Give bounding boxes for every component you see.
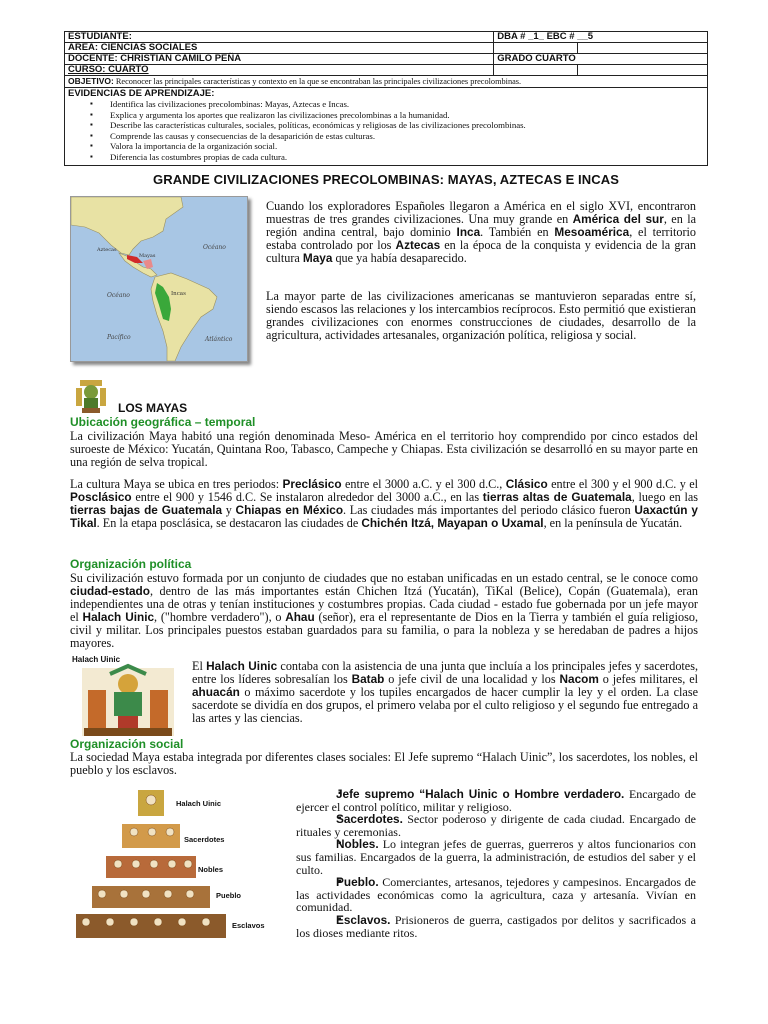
evidencia-item: ▪ Valora la importancia de la organización social. [90,141,704,152]
text-run: Su civilización estuvo formada por un conjunto de ciudades que no estaban unificadas en un estado central, se le conoce como [70,571,698,585]
bold-term: Chichén Itzá, Mayapan o Uxamal [361,516,544,530]
bold-term: Inca [456,225,481,239]
clase-desc: Comerciantes, artesanos, tejedores y campesinos. Encargados de las actividades económicas como la agricultura, caza y artesanía. Vivían en comunidad. [296,875,696,915]
text-run: o jefes militares, el [598,672,698,686]
bold-term: Clásico [505,477,548,491]
text-run: La cultura Maya se ubica en tres periodos: [70,477,283,491]
map-label-oceano-pac: Océano [107,292,130,299]
americas-map [70,196,248,362]
map-label-oceano-atl: Océano [203,244,226,251]
clase-item [296,838,696,876]
clase-name: Sacerdotes. [336,812,403,827]
clase-desc: Sector poderoso y dirigente de cada ciudad. Encargado de rituales y ceremonias. [296,812,696,839]
clase-name: Esclavos. [336,912,391,927]
politica-paragraph [70,572,698,650]
text-run: , ("hombre verdadero"), o [154,610,286,624]
text-run: , dentro de las más importantes están Chichen Itzá (Yucatán), TiKal (Belice), Copán (Guatemala), eran independientes una de otras y tenían instituciones y costumbres propias. Cada ciudad - estado fue gobernada por un jefe mayor el [70,584,698,624]
maya-glyph-icon [74,378,108,414]
map-label-mayas: Mayas [139,253,156,259]
map-label-incas: Incas [171,291,186,297]
bold-term: Mesoamérica [554,225,630,239]
pyramid-label-pueblo: Pueblo [216,891,242,900]
text-run: Cuando los exploradores Españoles llegaron a América en el siglo XVI, encontraron muestras de tres grandes civilizaciones. Una muy grande en [266,199,696,226]
evidencia-item: ▪ Identifica las civilizaciones precolombinas: Mayas, Aztecas e Incas. [90,99,704,110]
text-run: , el territorio estaba controlado por los [266,225,696,252]
text-run: en la época de la conquista y evidencia de la gran cultura [266,238,696,265]
clase-item [296,788,696,813]
evidencia-item: ▪ Comprende las causas y consecuencias de la desaparición de estas culturas. [90,131,704,142]
text-run: , en la península de Yucatán. [543,516,683,530]
bold-term: Uaxactún y Tikal [70,503,698,530]
intro-paragraph-1 [266,200,696,265]
evidencias-list [68,99,704,163]
map-label-atlantico: Atlántico [205,336,233,343]
bold-term: Halach Uinic [206,659,278,673]
student-label: ESTUDIANTE: [65,32,494,43]
objetivo-row: OBJETIVO: Reconocer las principales características y contexto en la que se encontraban las principales civilizaciones precolombinas. [65,76,708,88]
politica-heading: Organización política [70,557,192,571]
clase-desc: Encargado de ejercer el control político, militar y religioso. [296,787,696,814]
bold-term: Nacom [559,672,599,686]
bold-term: Maya [302,251,333,265]
los-mayas-heading: LOS MAYAS [118,401,188,415]
clase-name: Pueblo. [336,875,379,890]
bold-term: Chiapas en México [235,503,344,517]
clases-sociales-list [296,788,696,939]
ubicacion-heading: Ubicación geográfica – temporal [70,415,256,429]
text-run: y [222,503,236,517]
halach-paragraph [192,660,698,725]
map-label-pacifico: Pacífico [107,334,131,341]
evidencia-item: ▪ Describe las características culturales, sociales, políticas, económicas y religiosas de las civilizaciones precolombinas. [90,120,704,131]
text-run: . Las ciudades más importantes del periodo clásico fueron [343,503,635,517]
text-run: o máximo sacerdote y los tupiles encargados de hacer cumplir la ley y el orden. La clase sacerdote se dividía en dos grupos, el primero velaba por el culto religioso y el segundo fue entregado a las artes y las ciencias. [192,685,698,725]
evidencias-cell [65,88,708,166]
curso-label: CURSO: CUARTO [65,65,494,76]
text-run: . También en [480,225,555,239]
header-table [64,31,708,166]
ubicacion-paragraph-1: La civilización Maya habitó una región denominada Meso- América en el territorio hoy comprendido por cinco estados del suroeste de México: Yucatán, Quintana Roo, Tabasco, Campeche y Chiapas. Esta civilización se desarrolló en su mayor parte en una región de selva tropical. [70,429,698,469]
pyramid-label-nobles: Nobles [198,865,224,874]
text-run: contaba con la asistencia de una junta que incluía a los principales jefes y sacerdotes, entre los líderes sobresalían los [192,659,698,686]
page-title: GRANDE CIVILIZACIONES PRECOLOMBINAS: MAYAS, AZTECAS E INCAS [153,172,619,187]
text-run: . En la etapa posclásica, se destacaron las ciudades de [96,516,362,530]
clase-desc: Prisioneros de guerra, castigados por delitos y sacrificados a los dioses mediante ritos. [296,912,696,940]
area-label: AREA: CIENCIAS SOCIALES [65,43,494,54]
bold-term: Preclásico [282,477,342,491]
text-run: , luego en las [631,490,698,504]
social-paragraph: La sociedad Maya estaba integrada por diferentes clases sociales: El Jefe supremo “Halach Uinic”, los sacerdotes, los nobles, el pueblo y los esclavos. [70,750,698,777]
text-run: o jefe civil de una localidad y los [384,672,560,686]
pyramid-label-halach: Halach Uinic [176,799,222,808]
text-run: que ya había desaparecido. [332,251,467,265]
bold-term: Aztecas [395,238,441,252]
bold-term: Batab [351,672,385,686]
clase-desc: Lo integran jefes de guerras, guerreros y altos funcionarios con sus familias. Encargados de la guerra, la administración, de estudios del saber y el culto. [296,837,696,877]
text-run: (señor), era el representante de Dios en la Tierra y también el guía religioso, civil y militar. Los principales puestos estaban guardados para su familia, o para la nobleza y se heredaban de padres a hijos mayores. [70,610,698,650]
map-label-aztecas: Aztecas [97,247,117,253]
social-pyramid-illustration [72,786,280,942]
clase-item [296,914,696,939]
text-run: , en la región andina central, bajo dominio [266,212,696,239]
bold-term: tierras altas de Guatemala [482,490,632,504]
text-run: entre el 900 y 1546 d.C. Se instalaron alrededor del 3000 a.C., en las [131,490,483,504]
text-run: entre el 300 y el 900 d.C. y el [547,477,698,491]
intro-paragraph-2: La mayor parte de las civilizaciones americanas se mantuvieron separadas entre sí, siendo escasos las relaciones y los intercambios recíprocos. Esto permitió que existieran grandes civilizaciones con enormes construcciones de ciudades, desarrollo de la agricultura, actividades artesanales, organización política, religiosa y social. [266,289,696,342]
pyramid-label-esclavos: Esclavos [232,921,265,930]
halach-uinic-illustration [70,654,186,738]
clase-item [296,876,696,914]
bold-term: Posclásico [70,490,132,504]
social-heading: Organización social [70,737,184,751]
grado-label: GRADO CUARTO [494,54,708,65]
evidencia-item: ▪ Diferencia las costumbres propias de cada cultura. [90,152,704,163]
bold-term: ciudad-estado [70,584,150,598]
bold-term: Ahau [285,610,315,624]
halach-img-label: Halach Uinic [72,655,121,664]
bold-term: ahuacán [192,685,240,699]
bold-term: tierras bajas de Guatemala [70,503,223,517]
pyramid-label-sacerdotes: Sacerdotes [184,835,225,844]
ubicacion-paragraph-2 [70,478,698,530]
evidencias-label: EVIDENCIAS DE APRENDIZAJE: [68,88,215,99]
evidencia-item: ▪ Explica y argumenta los aportes que realizaron las civilizaciones precolombinas a la humanidad. [90,110,704,121]
text-run: El [192,659,207,673]
clase-name: Nobles. [336,837,379,852]
text-run: entre el 3000 a.C. y el 300 d.C., [341,477,506,491]
bold-term: Halach Uinic [82,610,155,624]
dba-label: DBA # _1_ EBC # __5 [494,32,708,43]
docente-label: DOCENTE: CHRISTIAN CAMILO PEÑA [65,54,494,65]
clase-name: Jefe supremo “Halach Uinic o Hombre verdadero. [336,787,625,801]
clase-item [296,813,696,838]
bold-term: América del sur [572,212,664,226]
